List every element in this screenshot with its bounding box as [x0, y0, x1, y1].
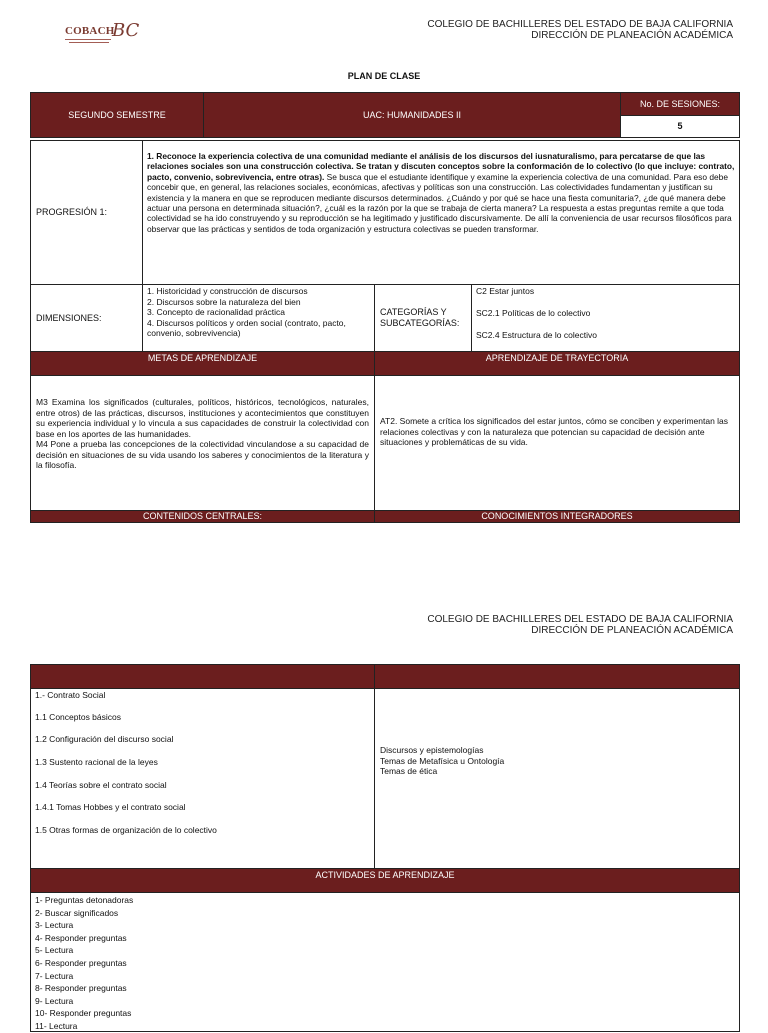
page2-header-right [374, 664, 740, 689]
conocimiento-item: Discursos y epistemologías [380, 745, 484, 755]
college-name: COLEGIO DE BACHILLERES DEL ESTADO DE BAJA CALIFORNIA [427, 19, 733, 30]
cobach-logo [62, 20, 140, 48]
actividad-item: 6- Responder preguntas [35, 957, 127, 968]
actividad-item: 10- Responder preguntas [35, 1008, 132, 1019]
actividad-item: 3- Lectura [35, 920, 74, 931]
uac-label: UAC: HUMANIDADES II [362, 109, 461, 120]
actividad-item: 2- Buscar significados [35, 907, 119, 918]
actividad-item: 7- Lectura [35, 970, 74, 981]
semester-cell [30, 92, 204, 138]
trayectoria-at2: AT2. Somete a crítica los significados del estar juntos, cómo se conciben y experimentan las relaciones colectivas y con la naturaleza que potencian su capacidad de decisión ante situaciones y problemáticas de su vida. [380, 416, 729, 447]
actividades-header [30, 868, 740, 893]
logo-text: COBACH [65, 25, 115, 37]
sessions-label-cell [620, 92, 740, 116]
dimensiones-label: DIMENSIONES: [36, 312, 102, 323]
metas-body [30, 375, 375, 511]
sessions-value-cell [620, 115, 740, 138]
progresion-normal-text: Se busca que el estudiante identifique y examine la experiencia colectiva de una comunidad. Para eso debe concebir que, en general, las relaciones sociales, económicas, afectivas y políticas son una construcción. Las colectividades fundamentan y justifican su existencia y la manera en que se reproducen mediante discursos determinados. ¿Cuándo y por qué se hace una fiesta comunitaria?, ¿de qué manera debe actuar una persona en determinada situación?, ¿cuál es la razón por la que se trabaja de cierta manera? La respuesta a estas preguntas remite a que toda colectividad se ha ido construyendo y su reproducción se ha legitimado y justificado discursivamente. De allí la conveniencia de usar recursos filosóficos para observar que las prácticas y sentidos de toda organización y estructura colectivas se pueden transformar. [147, 171, 732, 234]
conocimientos-header-label: CONOCIMIENTOS INTEGRADORES [481, 511, 633, 522]
conocimientos-header [374, 510, 740, 523]
actividad-item: 4- Responder preguntas [35, 932, 127, 943]
progresion-label: PROGRESIÓN 1: [36, 207, 108, 218]
categoria-item: C2 Estar juntos [476, 286, 535, 296]
sessions-label: No. DE SESIONES: [639, 98, 721, 109]
logo-line [65, 39, 111, 40]
contenido-item: 1.- Contrato Social [35, 690, 106, 700]
contenido-item: 1.5 Otras formas de organización de lo colectivo [35, 825, 217, 835]
meta-m3: M3 Examina los significados (culturales, políticos, históricos, tecnológicos, naturales, entre otros) de las prácticas, discursos, instituciones y acontecimientos que constituyen su experiencia individual y lo vincula a sus capacidades de construir la colectividad con base en los aportes de las humanidades. [36, 397, 369, 439]
categoria-item: SC2.1 Políticas de lo colectivo [476, 308, 591, 318]
semester-label: SEGUNDO SEMESTRE [68, 109, 166, 120]
college-name: COLEGIO DE BACHILLERES DEL ESTADO DE BAJA CALIFORNIA [427, 614, 733, 625]
contenido-item: 1.2 Configuración del discurso social [35, 734, 174, 744]
metas-header [30, 351, 375, 376]
page-header [427, 19, 733, 41]
categoria-item: SC2.4 Estructura de lo colectivo [476, 330, 597, 340]
trayectoria-body [374, 375, 740, 511]
contenidos-header [30, 510, 375, 523]
progresion-label-cell [30, 140, 143, 285]
actividad-item: 5- Lectura [35, 945, 74, 956]
uac-cell [203, 92, 621, 138]
actividad-item: 1- Preguntas detonadoras [35, 895, 134, 905]
meta-m4: M4 Pone a prueba las concepciones de la colectividad vinculandose a su capacidad de decisión en situaciones de su vida usando los saberes y conocimientos de la literatura y la filosofía. [36, 439, 369, 470]
page-title: PLAN DE CLASE [347, 71, 421, 81]
progresion-bold-text: 1. Reconoce la experiencia colectiva de una comunidad mediante el análisis de los discursos del iusnaturalismo, para percatarse de que las relaciones sociales son una construcción colectiva. Se tratan y discuten conceptos sobre la conformación de lo colectivo (lo que incluye: contrato, pacto, convenio, sobrevivencia, entre otras). [147, 151, 735, 182]
conocimientos-list [374, 688, 740, 869]
logo-mark: BC [112, 20, 140, 41]
contenido-item: 1.1 Conceptos básicos [35, 712, 121, 722]
direction-name: DIRECCIÓN DE PLANEACIÓN ACADÉMICA [531, 625, 733, 636]
categorias-label-cell [374, 284, 472, 352]
dimension-item: 3. Concepto de racionalidad práctica [147, 307, 285, 317]
metas-header-label: METAS DE APRENDIZAJE [147, 353, 258, 363]
page2-header-left [30, 664, 375, 689]
page2-header [427, 614, 733, 636]
trayectoria-header [374, 351, 740, 376]
conocimiento-item: Temas de Metafísica u Ontología [380, 755, 505, 766]
sessions-value: 5 [677, 121, 683, 132]
contenido-item: 1.3 Sustento racional de la leyes [35, 757, 158, 767]
actividad-item: 9- Lectura [35, 995, 74, 1006]
progresion-text-cell [142, 140, 740, 285]
categorias-label: CATEGORÍAS Y SUBCATEGORÍAS: [380, 307, 460, 328]
direction-name: DIRECCIÓN DE PLANEACIÓN ACADÉMICA [531, 30, 733, 41]
trayectoria-header-label: APRENDIZAJE DE TRAYECTORIA [485, 353, 629, 363]
actividades-list [30, 892, 740, 1032]
logo-line [69, 42, 109, 43]
dimension-item: 1. Historicidad y construcción de discursos [147, 286, 308, 296]
dimensiones-label-cell [30, 284, 143, 352]
conocimiento-item: Temas de ética [380, 766, 438, 777]
dimension-item: 4. Discursos políticos y orden social (contrato, pacto, convenio, sobrevivencia) [147, 317, 346, 338]
actividad-item: 8- Responder preguntas [35, 983, 127, 994]
dimensiones-list [142, 284, 375, 352]
contenido-item: 1.4 Teorías sobre el contrato social [35, 780, 167, 790]
actividades-header-label: ACTIVIDADES DE APRENDIZAJE [315, 870, 455, 880]
actividad-item: 11- Lectura [35, 1020, 78, 1031]
dimension-item: 2. Discursos sobre la naturaleza del bien [147, 296, 301, 307]
contenidos-list [30, 688, 375, 869]
categorias-list [471, 284, 740, 352]
contenidos-header-label: CONTENIDOS CENTRALES: [142, 511, 263, 522]
contenido-item: 1.4.1 Tomas Hobbes y el contrato social [35, 802, 186, 812]
